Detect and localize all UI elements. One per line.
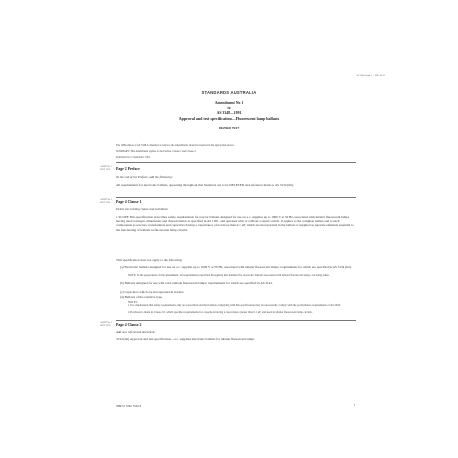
notes-heading: NOTES: [128, 301, 138, 304]
amendment-number: Amendment No 1 [214, 101, 244, 105]
note-2: 2 Provision is made in Clause 10, which specifies requirements for capacitors having a capacitance greater than 0.1 µF, and used in tubular fluorescent lamp circuits. [128, 311, 313, 314]
document-title: Approval and test specification—Fluorescent lamp ballasts [178, 115, 280, 121]
amendment-instruction: To the end of the Preface, add the following: [116, 175, 173, 179]
standard-number: AS 3348—1991 [216, 110, 242, 115]
isbn: ISBN 0 7262 7019 6 [116, 404, 142, 408]
amendment-heading-preface: Page 2 Preface [116, 167, 140, 171]
organization-name: STANDARDS AUSTRALIA [201, 90, 257, 95]
exclusion-item-d: (d) Ballasts of the resistive type. [120, 295, 163, 299]
amendment-heading-clause-2: Page 4 Clause 2 [116, 323, 142, 327]
amendment-to: to [227, 106, 231, 110]
divider-rule [116, 197, 356, 198]
amendment-heading-clause-1: Page 4 Clause 1 [116, 200, 142, 204]
note-1: 1 It is emphasized that safety requirements only are prescribed and that ballasts complying with this specification may not necessarily comply with the performance requirements of AS 2643. [128, 304, 341, 307]
document-reference: AS 3348 Amdt 1—1991 04 11 [356, 74, 386, 77]
scope-text: 1 SCOPE This specification prescribes safety requirements for reactor ballasts designed for use on a.c. supplies up to 1000 V at 50 Hz, associated with tubular fluorescent lamps having rated wattages, dimensions and characteristics as specified in AS 1201, and operated with or without a starter switch. It applies to the complete ballast and to such components as reactors, transformers and capacitors having a capacitance of not more than 0.1 µF, which are incorporated in the ballast or supplied as separate elements essential to the functioning of ballasts in fluorescent lamp circuits. [116, 215, 354, 232]
amendment-instruction: Delete the existing clause and substitute: [116, 207, 169, 211]
page-number: 1 [354, 404, 356, 407]
revised-text-heading: REVISED TEXT [218, 126, 240, 130]
summary-line: SUMMARY: This Amendment applies to the Preface, Clause 1 and Clause 2. [116, 150, 197, 153]
exclusion-item-b: (b) Ballasts designed for use with cold-cathode fluorescent lamps; requirements for which are specified in AS 3142. [120, 281, 273, 285]
intro-note: The 1989 edition of AS 3348 is amended as follows; the amendments should be inserted in the appropriate places. [116, 144, 235, 147]
referenced-document: 3134 (Int) Approval and test specification—a.c. supplied electronic ballasts for tubular fluorescent lamps [116, 337, 255, 341]
amendment-instruction: Add new referenced document: [116, 330, 156, 334]
amendment-margin-note: AMDT No 1 SEPT 1991 [100, 166, 112, 171]
exclusions-intro: This specification does not apply to the following: [116, 258, 183, 262]
amendment-margin-note: AMDT No 1 SEPT 1991 [100, 322, 112, 327]
divider-rule [116, 320, 356, 321]
exclusion-item-a: (a) Electronic ballasts designed for use on a.c. supplies up to 1000 V at 50 Hz, associated with tubular fluorescent lamps; requirements for which are specified in AS 3134 (Int). [120, 265, 352, 269]
exclusion-note: NOTE: In the preparation of this amendment, all requirements prescribed throughout this Standard for electronic ballasts associated with tubular fluorescent lamps, are being taken. [128, 274, 330, 277]
divider-rule [116, 162, 356, 163]
exclusion-item-c: (c) Capacitors which are incorporated in starters. [120, 290, 185, 294]
amendment-text: All requirements for electronic ballasts, appearing throughout this Standard, are to be DELETED and reference made to AS 3134 (Int). [116, 183, 294, 187]
published-date: Published on 11 September 1991. [116, 156, 151, 159]
amendment-margin-note: AMDT No 1 SEPT 1991 [100, 199, 112, 204]
